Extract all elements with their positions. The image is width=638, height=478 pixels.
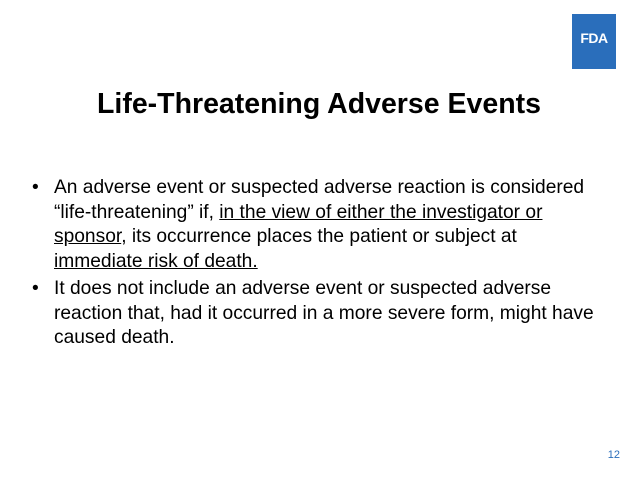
underlined-phrase-risk: immediate risk of death. bbox=[54, 250, 258, 272]
bullet-item bbox=[32, 176, 602, 274]
bullet-text bbox=[54, 177, 584, 272]
bullet-text-segment: An adverse event or suspected adverse reaction is considered “life-threatening” if, bbox=[54, 177, 585, 223]
bullet-text: It does not include an adverse event or suspected adverse reaction that, had it occurred in a more severe form, might have caused death. bbox=[54, 278, 594, 348]
slide-title: Life-Threatening Adverse Events bbox=[97, 88, 541, 120]
fda-logo-text: FDA bbox=[580, 29, 608, 46]
bullet-dot: • bbox=[32, 177, 39, 198]
bullet-item bbox=[32, 277, 602, 351]
bullet-list bbox=[32, 176, 602, 354]
page-number: 12 bbox=[607, 449, 620, 461]
bullet-dot: • bbox=[32, 278, 39, 299]
fda-logo bbox=[572, 14, 616, 69]
underlined-phrase-view: in the view of either the investigator or sponsor bbox=[54, 201, 543, 247]
bullet-text-segment: , its occurrence places the patient or subject at bbox=[121, 226, 517, 247]
